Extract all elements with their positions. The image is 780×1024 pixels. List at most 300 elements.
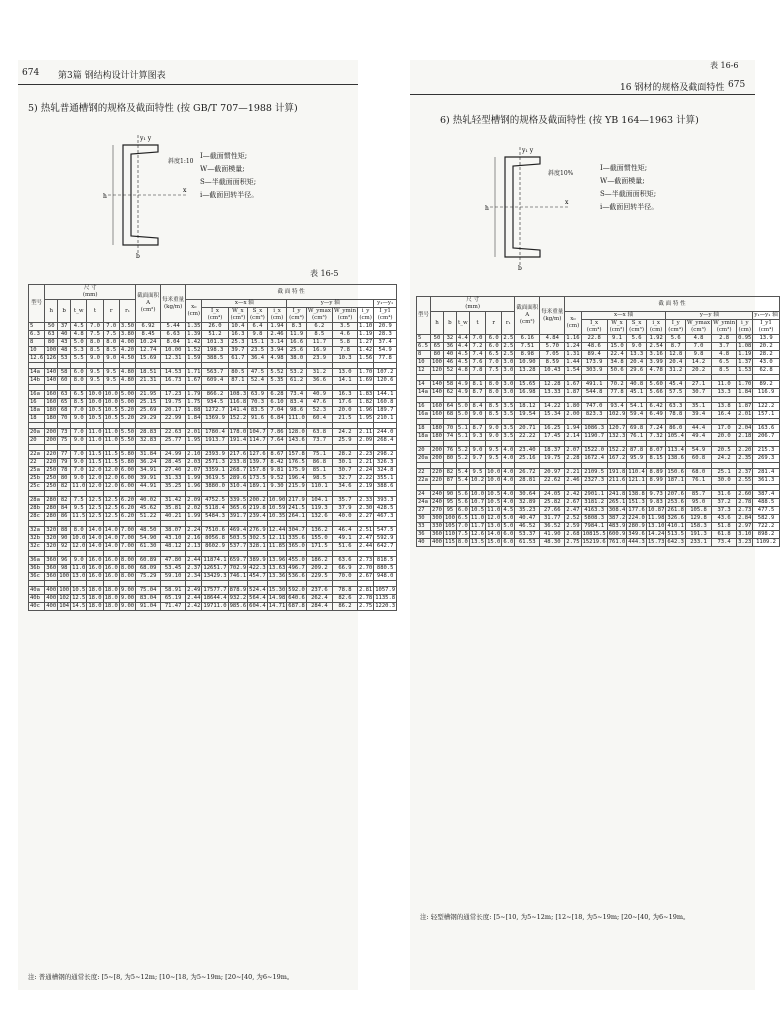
table-cell: 8.07	[646, 447, 666, 455]
table-cell: 24.05	[540, 491, 565, 499]
table-cell: 25.1	[712, 469, 737, 477]
table-cell: 22.99	[161, 415, 186, 423]
table-cell: 3.7	[712, 343, 737, 351]
channel-properties-table	[28, 284, 397, 611]
table-cell: 40.9	[306, 391, 332, 399]
table-cell: 1.42	[187, 339, 201, 345]
row-designation: 8	[29, 339, 45, 347]
table-cell: 5.4	[457, 477, 468, 483]
col-unit	[666, 320, 686, 335]
table-cell: 1.95	[358, 415, 373, 421]
table-cell: 171.5	[306, 543, 332, 551]
table-cell: 126	[46, 355, 57, 361]
table-cell: 200	[46, 429, 57, 435]
table-cell: 128.0	[288, 429, 305, 435]
table-cell: 410.1	[667, 523, 684, 529]
table-cell: 12.0	[104, 475, 118, 481]
table-cell: 220	[432, 477, 442, 483]
table-cell: 563.7	[202, 369, 228, 377]
svg-text:h: h	[103, 193, 107, 200]
table-cell: 63.3	[666, 403, 686, 411]
col-unit-label: (cm³)	[629, 327, 644, 333]
table-cell: 98.5	[306, 475, 332, 483]
table-cell: 11.85	[268, 543, 286, 549]
col-group-y1: y₁—y₁	[374, 300, 397, 308]
table-cell: 20.0	[712, 433, 737, 441]
table-cell: 320	[46, 535, 57, 541]
table-cell: 10.59	[268, 505, 286, 511]
table-cell: 7.5	[486, 367, 502, 375]
header-rule	[18, 84, 358, 85]
table-cell: 82.6	[332, 595, 357, 603]
table-cell: 220	[46, 451, 57, 457]
table-cell: 7.5	[457, 531, 468, 537]
table-cell: 8.7	[469, 425, 485, 433]
table-cell: 1.44	[566, 359, 580, 365]
table-cell: 28.83	[136, 429, 161, 437]
table-cell: 444.3	[628, 539, 645, 545]
col-x0	[186, 300, 202, 323]
table-cell: 270	[432, 507, 442, 513]
table-cell: 37	[58, 323, 71, 331]
table-cell: 12.6	[470, 531, 485, 537]
table-cell: 11.5	[88, 459, 102, 465]
row-designation: 14	[417, 381, 431, 389]
table-cell: 2.10	[187, 451, 201, 457]
table-cell: 9.5	[103, 377, 119, 385]
table-cell: 86.2	[332, 603, 357, 611]
col-r1: r₁	[502, 312, 515, 335]
table-cell: 6.0	[486, 335, 502, 343]
table-cell: 2.44	[358, 543, 373, 549]
table-cell: 2.37	[738, 469, 752, 475]
table-row	[29, 331, 397, 339]
table-row	[29, 339, 397, 347]
table-cell: 31.42	[161, 497, 186, 505]
table-cell: 4.5	[71, 323, 87, 331]
table-cell: 25.9	[332, 437, 357, 445]
table-cell: 15.0	[607, 343, 627, 351]
row-designation: 20	[417, 447, 431, 455]
table-cell: 503.5	[229, 535, 247, 541]
table-cell: 132.6	[306, 513, 332, 521]
table-cell: 24.2	[712, 455, 737, 463]
table-cell: 114.7	[249, 437, 266, 443]
table-body	[417, 335, 780, 547]
table-cell: 80	[431, 351, 444, 359]
table-cell: 16.0	[88, 557, 102, 563]
table-cell: 73.7	[306, 437, 332, 445]
table-cell: 132.3	[608, 433, 626, 439]
table-cell: 3.94	[267, 347, 287, 355]
table-cell: 1220.3	[375, 603, 396, 609]
table-cell: 4.0	[503, 491, 514, 497]
table-cell: 16.4	[712, 411, 737, 419]
table-cell: 82	[443, 469, 456, 477]
table-cell: 3.50	[120, 323, 135, 329]
table-cell: 5.4	[457, 469, 468, 475]
table-cell: 160	[46, 391, 57, 397]
table-cell: 2.11	[358, 429, 373, 435]
table-cell: 217.9	[288, 497, 305, 503]
table-cell: 2.44	[187, 557, 201, 563]
table-cell: 400	[46, 595, 57, 601]
table-cell: 2.46	[566, 477, 580, 483]
table-cell: 9.5	[87, 377, 103, 385]
table-cell: 77.8	[374, 355, 397, 363]
table-cell: 10.5	[104, 407, 118, 413]
table-cell: 70	[58, 415, 71, 423]
table-cell: 1.87	[738, 403, 752, 409]
table-cell: 180	[432, 425, 442, 431]
row-designation: 18a	[29, 407, 45, 415]
table-cell: 7.5	[103, 331, 119, 339]
table-cell: 6.20	[120, 497, 135, 503]
table-cell: 54.90	[136, 535, 161, 543]
table-cell: 11.0	[88, 437, 102, 443]
table-row	[29, 513, 397, 521]
table-cell: 180	[46, 407, 57, 413]
col-symbol: i_y	[740, 320, 749, 326]
table-cell: 37.4	[374, 339, 397, 347]
table-cell: 10.90	[268, 497, 286, 503]
table-cell: 14.0	[487, 531, 501, 537]
page-number: 674	[22, 68, 40, 78]
table-cell: 8.00	[120, 557, 135, 563]
table-cell: 9.5	[103, 369, 119, 377]
table-cell: 302.5	[249, 535, 266, 541]
table-cell: 191.3	[685, 531, 711, 539]
table-cell: 25.77	[161, 437, 186, 445]
table-cell: 2.27	[358, 513, 373, 519]
table-cell: 63.9	[248, 391, 268, 399]
table-cell: 52.3	[306, 407, 332, 415]
row-designation: 24	[417, 491, 431, 499]
table-cell: 104	[59, 603, 70, 609]
table-cell: 5.70	[540, 343, 565, 351]
table-cell: 5.2	[457, 447, 468, 453]
table-cell: 15.69	[136, 355, 161, 363]
table-cell: 18.51	[136, 369, 161, 377]
table-cell: 15.0	[487, 539, 501, 545]
table-cell: 31.33	[161, 475, 186, 483]
table-cell: 12.0	[88, 475, 102, 481]
table-cell: 127.6	[249, 451, 266, 457]
table-cell: 32.89	[515, 499, 540, 507]
table-cell: 6.2	[306, 323, 332, 331]
table-cell: 592.0	[288, 587, 305, 593]
table-cell: 28.81	[515, 477, 540, 485]
table-cell: 173.9	[581, 359, 607, 367]
table-cell: 98.6	[287, 407, 307, 415]
table-cell: 6.00	[120, 467, 135, 473]
table-cell: 8.99	[646, 477, 666, 485]
table-cell: 241.8	[608, 491, 626, 497]
table-cell: 604.4	[249, 603, 266, 609]
table-cell: 20.9	[374, 323, 397, 331]
table-cell: 304.7	[288, 527, 305, 533]
col-unit	[627, 320, 647, 335]
table-cell: 16.3	[332, 391, 357, 399]
table-cell: 6.0	[503, 539, 514, 545]
table-cell: 14.0	[88, 527, 102, 533]
table-cell: 5.00	[120, 399, 135, 405]
table-cell: 1.99	[187, 475, 201, 481]
table-cell: 20.4	[666, 359, 686, 367]
table-row	[29, 355, 397, 363]
table-cell: 8.89	[646, 469, 666, 477]
col-unit-label: (cm⁴)	[207, 315, 223, 321]
table-cell: 1.70	[738, 381, 752, 387]
table-cell: 25.6	[287, 347, 307, 355]
table-cell: 4.0	[503, 447, 514, 453]
row-designation: 32c	[29, 543, 45, 551]
table-cell: 4.98	[267, 355, 287, 363]
table-cell: 9.00	[120, 603, 135, 609]
table-cell: 360	[46, 557, 57, 563]
table-cell: 14.71	[268, 603, 286, 609]
col-group-x: x—x 轴	[581, 312, 666, 320]
table-cell: 9.00	[120, 587, 135, 593]
table-cell: 110.4	[628, 469, 645, 475]
table-cell: 59.10	[161, 573, 186, 581]
table-cell: 1135.8	[375, 595, 396, 601]
dim-label: 尺 寸	[83, 285, 97, 291]
row-designation: 20a	[417, 455, 431, 463]
table-cell: 93.4	[607, 403, 627, 411]
table-cell: 11.5	[104, 459, 118, 465]
table-cell: 5808.3	[581, 515, 607, 523]
table-row	[29, 543, 397, 551]
col-unit	[357, 308, 373, 323]
col-unit-label: (cm³)	[691, 327, 706, 333]
table-cell: 152.2	[229, 415, 247, 421]
table-cell: 10.0	[487, 469, 501, 475]
table-cell: 2.75	[358, 603, 373, 609]
table-cell: 1.31	[566, 351, 580, 357]
table-cell: 9.0	[469, 411, 485, 419]
table-cell: 2571.3	[202, 459, 228, 467]
table-row	[29, 467, 397, 475]
x0-unit: (cm)	[566, 323, 580, 329]
table-cell: 23.40	[515, 447, 540, 455]
table-cell: 2.14	[566, 433, 580, 439]
table-cell: 10.7	[470, 499, 485, 505]
table-cell: 10.5	[470, 507, 485, 513]
row-designation: 28b	[29, 505, 45, 513]
table-row	[29, 587, 397, 595]
table-cell: 10.87	[647, 507, 665, 513]
table-cell: 73.4	[287, 391, 307, 399]
table-cell: 8.5	[306, 331, 332, 339]
table-cell: 9.0	[627, 343, 647, 351]
table-cell: 1.99	[187, 513, 201, 519]
table-cell: 5.3	[71, 347, 87, 355]
table-cell: 25.15	[136, 399, 161, 407]
table-cell: 12.31	[161, 355, 186, 363]
table-cell: 8.15	[646, 455, 666, 463]
row-designation: 36	[417, 531, 431, 539]
row-designation: 10	[29, 347, 45, 355]
table-cell: 61.30	[136, 543, 161, 551]
table-cell: 11.5	[104, 451, 118, 457]
col-unit	[712, 320, 737, 335]
table-cell: 58	[58, 369, 71, 377]
table-cell: 298.2	[374, 451, 397, 459]
table-cell: 2.07	[566, 447, 580, 453]
table-cell: 82	[58, 497, 71, 505]
table-cell: 5.0	[457, 403, 468, 409]
table-cell: 544.8	[581, 389, 607, 397]
table-cell: 83.5	[248, 407, 268, 415]
table-cell: 18.0	[88, 603, 102, 609]
table-cell: 58	[443, 381, 456, 389]
table-cell: 108.3	[229, 391, 247, 397]
table-cell: 7.0	[71, 467, 87, 475]
table-cell: 6.10	[267, 399, 287, 407]
table-row	[417, 425, 780, 433]
table-cell: 250	[46, 467, 57, 473]
table-cell: 5.44	[161, 323, 186, 331]
table-cell: 3.23	[738, 539, 752, 545]
table-cell: 823.3	[581, 411, 607, 419]
table-cell: 11.7	[470, 523, 485, 529]
table-cell: 50.6	[607, 367, 627, 375]
dim-label: 尺 寸	[466, 297, 480, 303]
table-cell: 88	[58, 527, 71, 535]
table-cell: 5.1	[457, 433, 468, 439]
table-cell: 13.33	[540, 389, 565, 397]
table-cell: 36.4	[248, 355, 268, 363]
table-cell: 5.2	[457, 455, 468, 461]
table-cell: 2.23	[358, 451, 373, 457]
col-symbol: W_x	[611, 320, 623, 326]
table-cell: 75	[58, 437, 71, 445]
table-cell: 547.5	[374, 527, 397, 535]
table-cell: 14.0	[88, 543, 102, 549]
col-h: h	[45, 300, 58, 323]
legend-item: W—截面模量;	[200, 165, 245, 173]
table-cell: 158.3	[685, 523, 711, 531]
table-cell: 11.0	[470, 515, 485, 521]
table-cell: 818.5	[374, 557, 397, 565]
table-cell: 6.00	[120, 475, 135, 481]
table-cell: 28.3	[374, 331, 397, 339]
table-cell: 6.0	[71, 369, 87, 377]
table-cell: 89.4	[581, 351, 607, 359]
table-cell: 105.8	[685, 507, 711, 515]
table-cell: 36.6	[306, 377, 332, 385]
table-cell: 26.0	[202, 323, 228, 331]
table-cell: 7984.1	[581, 523, 607, 531]
table-cell: 3.10	[738, 531, 752, 537]
table-cell: 13.0	[332, 369, 357, 377]
table-row	[417, 343, 780, 351]
table-cell: 9.3	[469, 433, 485, 441]
col-unit-label: (cm⁴)	[668, 327, 684, 333]
table-cell: 388.5	[202, 355, 228, 363]
table-cell: 25.82	[540, 499, 565, 507]
row-designation: 18	[417, 425, 431, 433]
table-cell: 23.5	[248, 347, 268, 355]
table-cell: 53.2	[287, 369, 307, 377]
table-cell: 60	[58, 377, 71, 385]
table-row	[29, 505, 397, 513]
table-cell: 1272.7	[202, 407, 228, 415]
table-cell: 82	[58, 483, 71, 491]
slope-label: 斜度1:10	[168, 158, 194, 165]
table-cell: 2.07	[187, 467, 201, 473]
table-cell: 86	[58, 513, 71, 521]
table-cell: 177.6	[628, 507, 645, 513]
table-cell: 8602.9	[202, 543, 228, 551]
table-cell: 37.3	[712, 507, 737, 515]
table-cell: 31.6	[712, 491, 737, 499]
table-cell: 948.0	[374, 573, 397, 581]
table-cell: 5.6	[457, 491, 468, 497]
table-cell: 582.9	[753, 515, 779, 523]
table-cell: 19.54	[515, 411, 540, 419]
table-cell: 9.0	[486, 433, 502, 441]
header-rule	[410, 94, 755, 95]
table-cell: 49.4	[685, 433, 711, 441]
table-cell: 8.3	[287, 323, 307, 331]
table-cell: 491.1	[581, 381, 607, 389]
table-cell: 659.7	[229, 557, 247, 563]
table-cell: 60.8	[685, 455, 711, 463]
col-t: t	[87, 300, 103, 323]
col-unit	[267, 308, 287, 323]
table-cell: 15.73	[647, 539, 665, 545]
table-cell: 12.11	[268, 535, 286, 541]
table-cell: 10.0	[470, 491, 485, 497]
table-row	[29, 369, 397, 377]
col-unit-label: (cm³)	[609, 327, 625, 333]
table-row	[417, 411, 780, 419]
table-cell: 2.04	[738, 425, 752, 431]
row-designation: 16a	[417, 411, 431, 419]
table-cell: 65	[58, 399, 71, 407]
table-cell: 2.51	[358, 527, 373, 533]
channel-diagram	[98, 130, 198, 260]
col-group-y: y—y 轴	[666, 312, 753, 320]
col-unit	[228, 308, 248, 323]
table-cell: 4.84	[540, 335, 565, 343]
table-cell: 29.6	[627, 367, 647, 375]
table-cell: 15.34	[540, 411, 565, 419]
table-cell: 1913.7	[202, 437, 228, 445]
table-cell: 1.37	[738, 359, 752, 365]
table-cell: 2.44	[187, 595, 201, 601]
table-cell: 387.4	[753, 491, 779, 499]
col-symbol: W_ymin	[713, 320, 736, 326]
row-designation: 33	[417, 523, 431, 531]
table-cell: 1.10	[358, 323, 373, 329]
table-row	[29, 407, 397, 415]
table-cell: 20.5	[712, 447, 737, 455]
col-unit	[287, 308, 307, 323]
table-cell: 387.2	[608, 515, 626, 521]
table-cell: 2.60	[738, 491, 752, 497]
table-cell: 4.78	[646, 367, 666, 375]
table-cell: 104.7	[249, 429, 266, 435]
table-cell: 160	[432, 411, 442, 417]
table-cell: 48.6	[581, 343, 607, 351]
table-cell: 12.5	[104, 497, 118, 503]
table-cell: 105.4	[667, 433, 684, 439]
table-cell: 31.77	[540, 515, 565, 523]
table-cell: 16.0	[104, 557, 118, 563]
